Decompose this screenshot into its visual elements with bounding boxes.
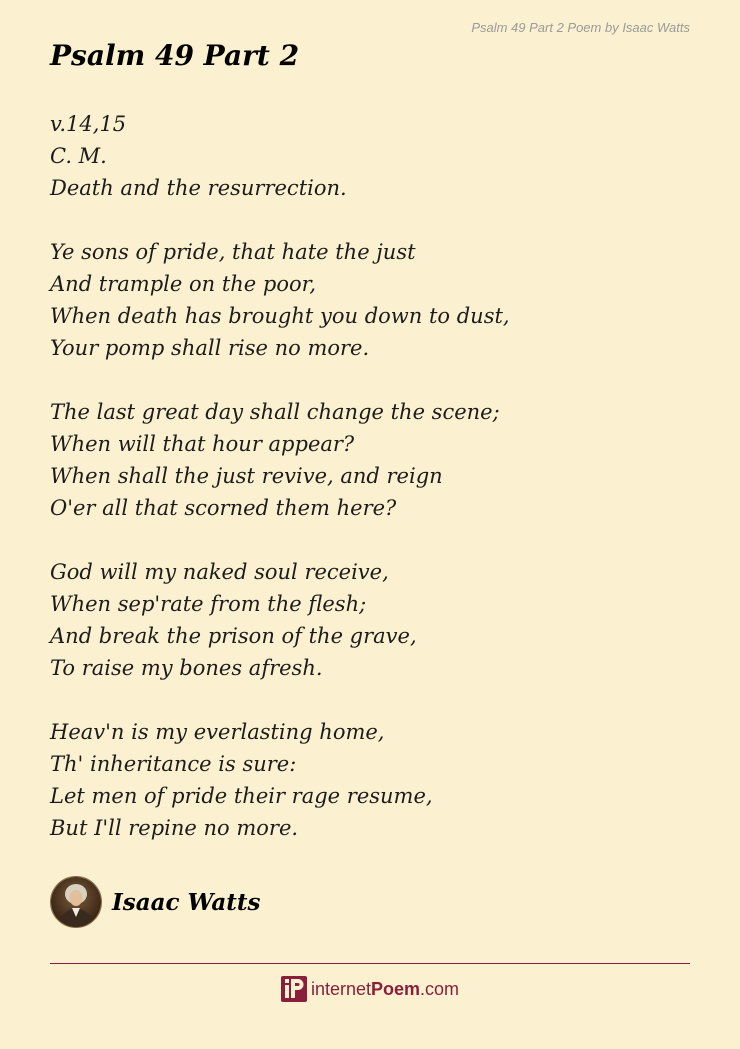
brand-prefix: internet (310, 978, 371, 999)
internetpoem-logo-icon (281, 976, 307, 1002)
poem-line: Ye sons of pride, that hate the just (50, 240, 416, 264)
poem-line: God will my naked soul receive, (50, 560, 389, 584)
header-caption: Psalm 49 Part 2 Poem by Isaac Watts (471, 20, 690, 35)
author-portrait-icon (51, 877, 101, 927)
poem-line: The last great day shall change the scene; (50, 400, 500, 424)
poem-line: When shall the just revive, and reign (50, 464, 443, 488)
author-name-link[interactable]: Isaac Watts (112, 888, 261, 916)
poem-preface-line: C. M. (50, 144, 107, 168)
poem-line: Your pomp shall rise no more. (50, 336, 370, 360)
poem-body (50, 108, 690, 844)
poem-line: Let men of pride their rage resume, (50, 784, 433, 808)
poem-line: When sep'rate from the flesh; (50, 592, 367, 616)
brand-bold: Poem (371, 978, 421, 999)
poem-title: Psalm 49 Part 2 (50, 39, 300, 72)
site-logo-link[interactable] (281, 976, 459, 1002)
poem-line: And break the prison of the grave, (50, 624, 417, 648)
poem-line: Heav'n is my everlasting home, (50, 720, 385, 744)
footer-divider (50, 963, 690, 964)
poem-line: But I'll repine no more. (50, 816, 299, 840)
poem-line: And trample on the poor, (50, 272, 317, 296)
author-block[interactable] (50, 876, 260, 928)
poem-line: O'er all that scorned them here? (50, 496, 397, 520)
poem-line: When death has brought you down to dust, (50, 304, 510, 328)
stanza-gap (50, 204, 690, 236)
brand-suffix: .com (420, 978, 460, 999)
stanza-gap (50, 364, 690, 396)
stanza-gap (50, 684, 690, 716)
poem-line: When will that hour appear? (50, 432, 355, 456)
poem-line: To raise my bones afresh. (50, 656, 323, 680)
poem-line: Th' inheritance is sure: (50, 752, 297, 776)
footer (0, 974, 740, 1004)
poem-preface-line: Death and the resurrection. (50, 176, 347, 200)
site-brand[interactable] (311, 979, 459, 1000)
stanza-gap (50, 524, 690, 556)
poem-preface-line: v.14,15 (50, 112, 127, 136)
author-avatar[interactable] (50, 876, 102, 928)
